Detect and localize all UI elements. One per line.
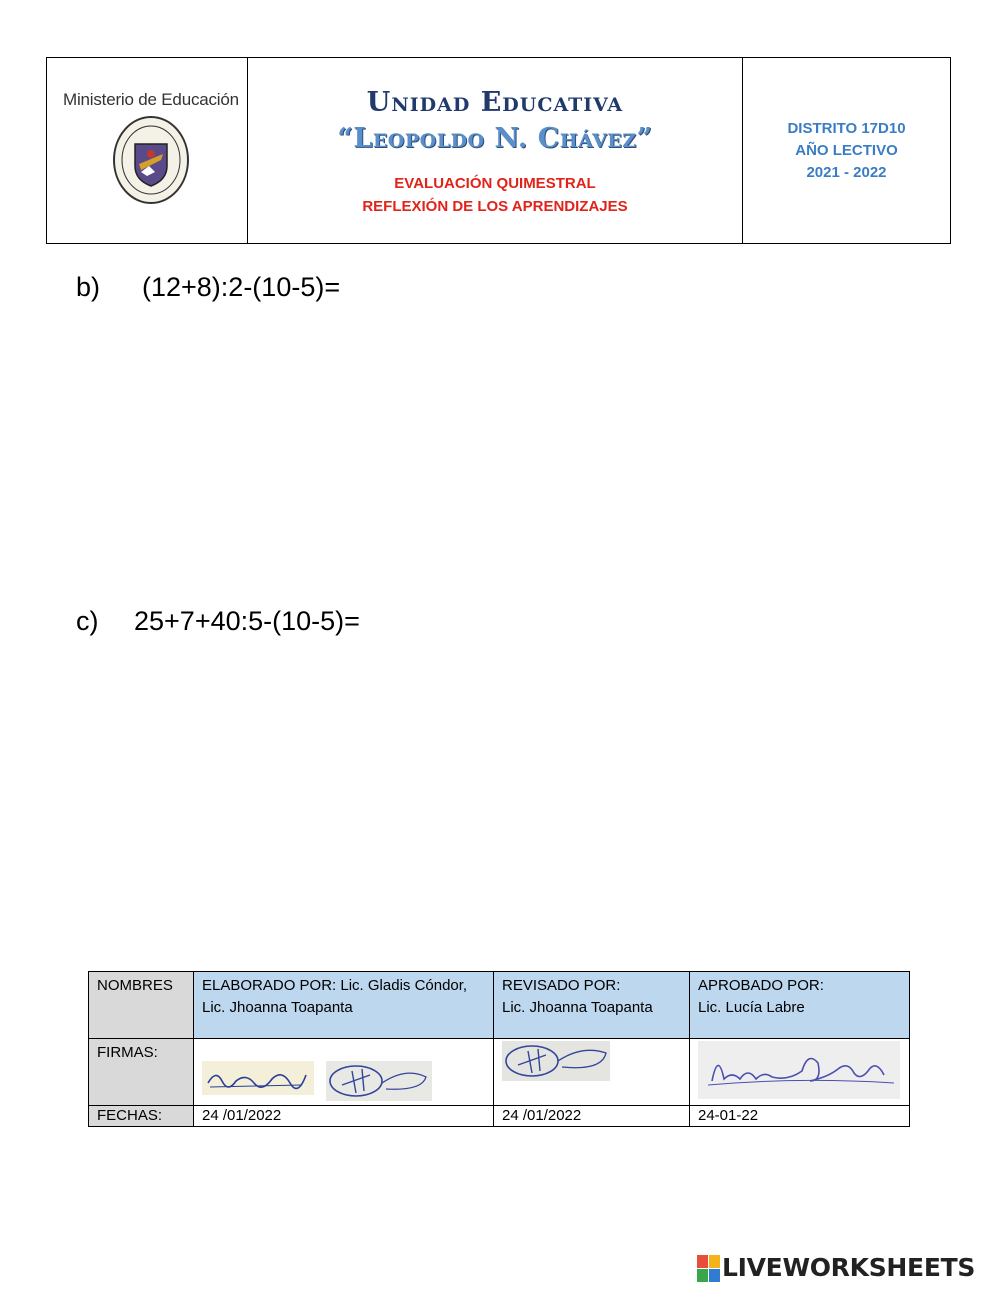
- school-title-line2: “Leopoldo N. Chávez”: [337, 123, 653, 154]
- elaborated-by-line1: ELABORADO POR: Lic. Gladis Cóndor,: [202, 977, 468, 994]
- signature-image: [698, 1041, 900, 1099]
- school-year: 2021 - 2022: [806, 163, 887, 181]
- exercise-expression: 25+7+40:5-(10-5)=: [134, 606, 360, 636]
- elaborated-signatures-cell: [194, 1039, 494, 1106]
- exercise-expression: (12+8):2-(10-5)=: [142, 272, 341, 302]
- liveworksheets-logo-icon: [697, 1255, 719, 1281]
- exercise-label: b): [76, 272, 101, 302]
- approved-by-cell: [690, 972, 910, 1039]
- row-label-dates: FECHAS:: [89, 1106, 194, 1127]
- reviewed-signature-cell: [494, 1039, 690, 1106]
- signatures-table: [88, 971, 910, 1127]
- school-title-line1: Unidad Educativa: [366, 87, 624, 118]
- approved-signature-cell: [690, 1039, 910, 1106]
- row-label-signatures: FIRMAS:: [89, 1039, 194, 1106]
- header-title-cell: [248, 58, 743, 243]
- reviewed-by-line1: REVISADO POR:: [502, 977, 621, 994]
- evaluation-title: EVALUACIÓN QUIMESTRAL: [394, 175, 596, 192]
- signature-image: [502, 1041, 610, 1081]
- liveworksheets-brand: [697, 1253, 975, 1282]
- document-header: [46, 57, 951, 244]
- school-year-label: AÑO LECTIVO: [795, 141, 898, 159]
- exercise-label: c): [76, 606, 99, 636]
- approved-by-line2: Lic. Lucía Labre: [698, 999, 805, 1016]
- reviewed-by-cell: [494, 972, 690, 1039]
- reviewed-date: 24 /01/2022: [494, 1106, 690, 1127]
- table-row-names: [89, 972, 910, 1039]
- table-row-signatures: [89, 1039, 910, 1106]
- approved-by-line1: APROBADO POR:: [698, 977, 824, 994]
- signature-image: [202, 1061, 314, 1095]
- ministry-name: Ministerio de Educación: [63, 90, 239, 109]
- table-row-dates: [89, 1106, 910, 1127]
- row-label-names: NOMBRES: [89, 972, 194, 1039]
- school-seal-logo: [111, 114, 191, 206]
- elaborated-by-cell: [194, 972, 494, 1039]
- elaborated-by-line2: Lic. Jhoanna Toapanta: [202, 999, 353, 1016]
- header-district-cell: [743, 58, 950, 243]
- exercise-b: [76, 272, 341, 303]
- header-logo-cell: [47, 58, 248, 243]
- approved-date: 24-01-22: [690, 1106, 910, 1127]
- district-code: DISTRITO 17D10: [787, 119, 906, 137]
- reviewed-by-line2: Lic. Jhoanna Toapanta: [502, 999, 653, 1016]
- elaborated-date: 24 /01/2022: [194, 1106, 494, 1127]
- brand-name: LIVEWORKSHEETS: [722, 1253, 976, 1282]
- evaluation-subtitle: REFLEXIÓN DE LOS APRENDIZAJES: [362, 198, 628, 215]
- signature-image: [326, 1061, 432, 1101]
- exercise-c: [76, 606, 360, 637]
